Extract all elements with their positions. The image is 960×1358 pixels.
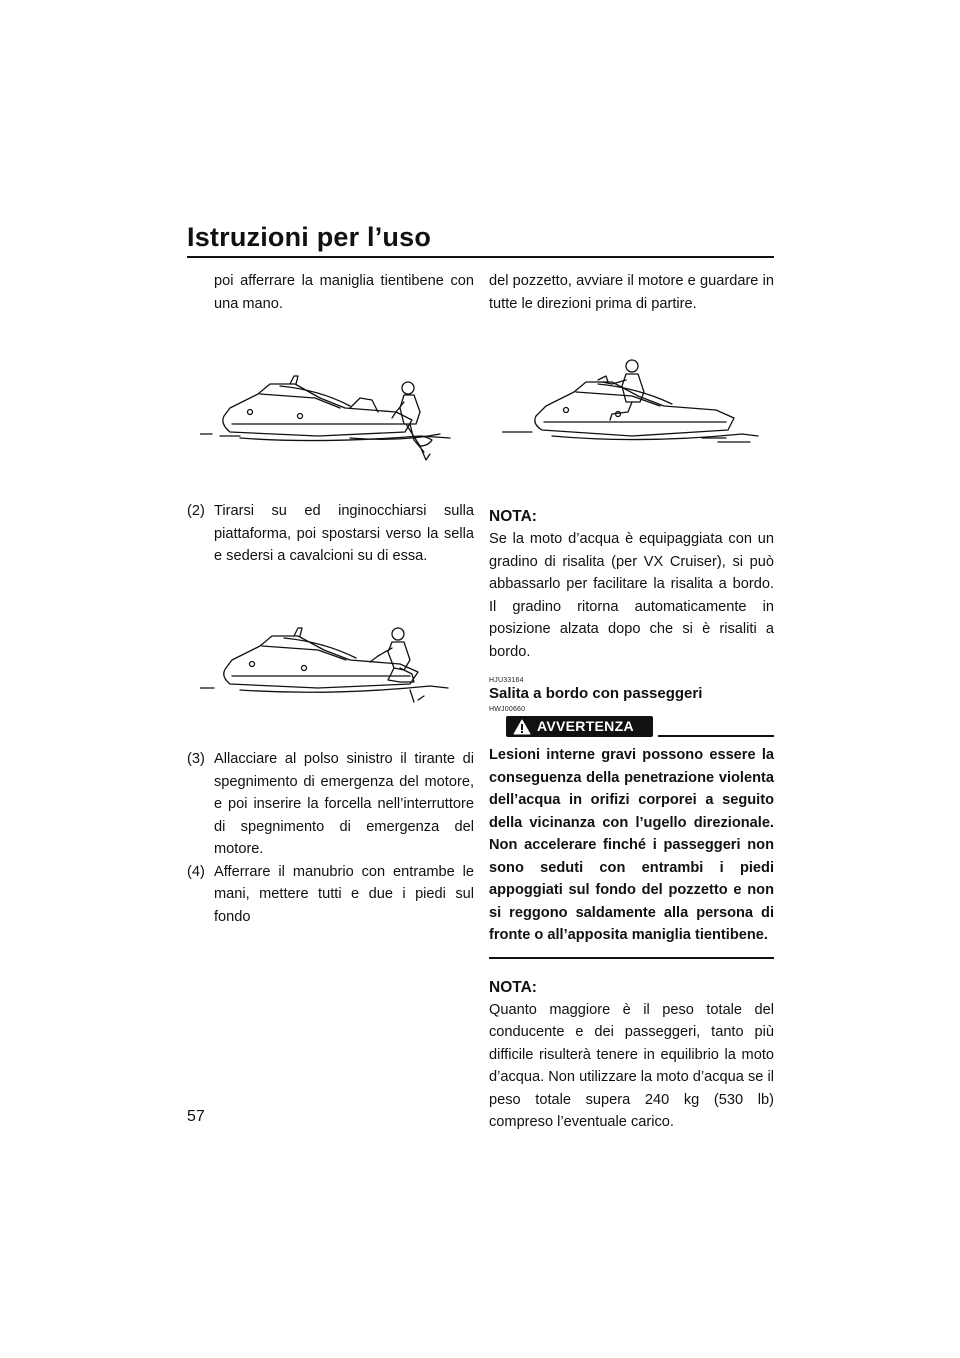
page-title: Istruzioni per l’uso (187, 222, 432, 252)
right-column (489, 506, 774, 1134)
page-number: 57 (187, 1108, 205, 1125)
step-3 (187, 748, 474, 861)
step-4-text: Afferrare il manubrio con entrambe le mani, mettere tutti e due i piedi sul fondo (214, 863, 474, 925)
step-4 (187, 861, 474, 929)
kneeling-on-platform-illustration (200, 620, 460, 715)
section-title: Salita a bordo con passeggeri (489, 685, 703, 702)
left-column-steps-lower (187, 748, 474, 928)
header-rule (187, 256, 774, 258)
section-code: HJU33164 (489, 677, 524, 684)
step-3-text: Allacciare al polso sinistro il tirante di spegnimento di emergenza del motore, e poi inserire la forcella nell’interruttore di spegnimento di emergenza del motore. (214, 751, 474, 857)
warning-badge (506, 716, 653, 737)
left-column-steps (187, 500, 474, 568)
warning-text: Lesioni interne gravi possono essere la conseguenza della penetrazione violenta dell’acqua in orifizi corporei a seguito della vicinanza con l’ugello direzionale. Non accelerare finché i passeggeri non sono seduti con entrambi i piedi appoggiati sul fondo del pozzetto e non si reggono saldamente alla persona di fronte o all’apposita maniglia tientibene. (489, 747, 774, 943)
warning-rule (658, 735, 774, 737)
warning-end-rule (489, 957, 774, 959)
rider-seated-illustration (502, 358, 762, 458)
right-column-top (489, 270, 774, 315)
nota-heading: NOTA: (489, 508, 537, 525)
warning-label: AVVERTENZA (537, 718, 634, 735)
step-2-text: Tirarsi su ed inginocchiarsi sulla piattaforma, poi spostarsi verso la sella e sedersi a cavalcioni su di essa. (214, 503, 474, 564)
step-4-number: (4) (187, 863, 205, 880)
intro-continuation: poi afferrare la maniglia tientibene con una mano. (214, 273, 474, 312)
warning-code: HWJ00660 (489, 706, 526, 713)
step-4-continuation: del pozzetto, avviare il motore e guardare in tutte le direzioni prima di partire. (489, 273, 774, 312)
step-2-number: (2) (187, 503, 205, 519)
nota-heading-2: NOTA: (489, 978, 537, 996)
warning-triangle-icon (513, 719, 531, 735)
step-2 (187, 500, 474, 568)
boarding-from-water-illustration (200, 368, 460, 468)
nota-text: Se la moto d’acqua è equipaggiata con un gradino di risalita (per VX Cruiser), si può abbassarlo per facilitare la risalita a bordo. Il gradino ritorna automaticamente in posizione alzata dopo che si è risaliti a bordo. (489, 531, 774, 660)
step-3-number: (3) (187, 751, 205, 767)
warning-header (489, 716, 774, 738)
left-column (187, 270, 474, 315)
nota-text-2: Quanto maggiore è il peso totale del conducente e dei passeggeri, tanto più difficile risulterà tenere in equilibrio la moto d’acqua. Non utilizzare la moto d’acqua se il peso totale supera 240 kg (530 lb) compreso l’eventuale carico. (489, 1001, 774, 1130)
